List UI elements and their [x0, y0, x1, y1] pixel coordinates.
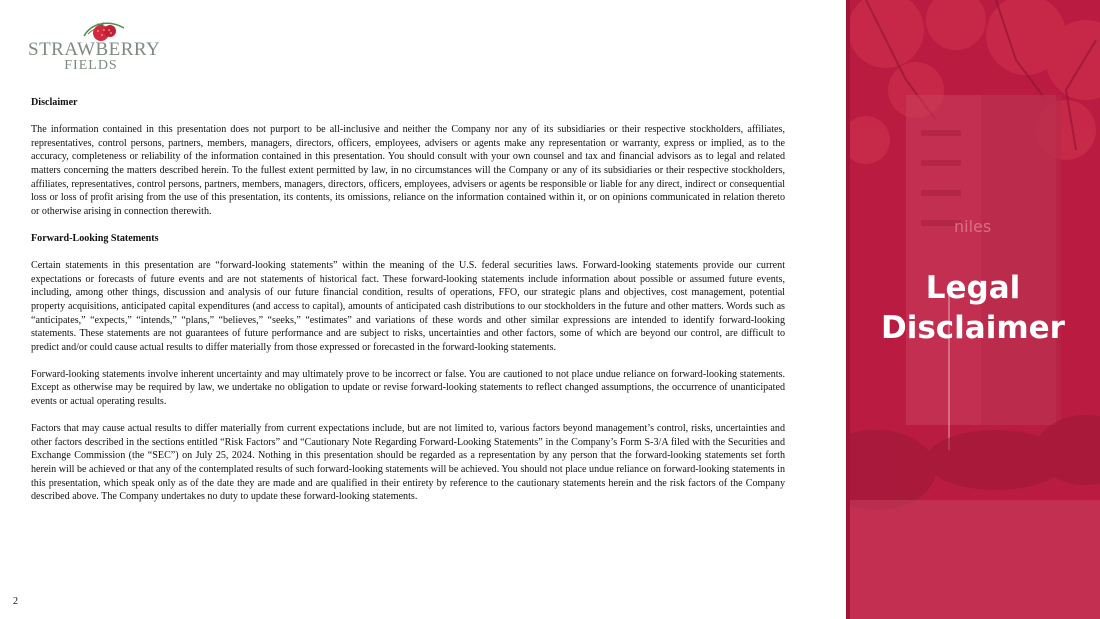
company-logo [28, 18, 161, 78]
svg-text:niles: niles [954, 217, 992, 236]
logo-wordmark-line1: STRAWBERRY [28, 39, 161, 60]
logo-wordmark-line2: FIELDS [64, 58, 118, 73]
disclaimer-content [31, 96, 785, 517]
slide-title-line1: Legal [925, 270, 1021, 306]
forward-looking-paragraph-1: Certain statements in this presentation are “forward-looking statements” within the meaning of the U.S. federal securities laws. Forward-looking statements provide our current expectations or forecasts of future events and are not statements of historical fact. These forward-looking statements include information about possible or assumed future events, including, among other things, discussion and analysis of our future financial condition, results of operations, FFO, our strategic plans and objectives, cost management, potential property acquisitions, anticipated capital expenditures (and access to capital), amounts of anticipated cash distributions to our stockholders in the future and other matters. Words such as “anticipates,” “expects,” “intends,” “plans,” “believes,” “seeks,” “estimates” and variations of these words and other similar expressions are intended to identify forward-looking statements. These statements are not guarantees of future performance and are subject to risks, uncertainties and other factors, some of which are beyond our control, are difficult to predict and/or could cause actual results to differ materially from those expressed or forecasted in the forward-looking statements. [31, 260, 785, 353]
forward-looking-paragraph-3: Factors that may cause actual results to differ materially from current expectations include, but are not limited to, various factors beyond management’s control, risks, uncertainties and other factors described in the sections entitled “Risk Factors” and “Cautionary Note Regarding Forward-Looking Statements” in the Company’s Form S-3/A filed with the Securities and Exchange Commission (the “SEC”) on July 25, 2024. Nothing in this presentation should be regarded as a representation by any person that the forward-looking statements set forth herein will be achieved or that any of the contemplated results of such forward-looking statements will be achieved. You should not place undue reliance on forward-looking statements in this presentation, which speak only as of the date they are made and are qualified in their entirety by reference to the cautionary statements herein and the risk factors of the Company described above. The Company undertakes no duty to update these forward-looking statements. [31, 423, 785, 503]
slide-title-line2: Disclaimer [881, 310, 1065, 346]
section-heading-forward-looking: Forward-Looking Statements [31, 232, 159, 244]
page-number: 2 [13, 596, 18, 607]
section-heading-disclaimer: Disclaimer [31, 97, 78, 108]
forward-looking-paragraph-2: Forward-looking statements involve inherent uncertainty and may ultimately prove to be incorrect or false. You are cautioned to not place undue reliance on forward-looking statements. Except as otherwise may be required by law, we undertake no obligation to update or revise forward-looking statements to reflect changed assumptions, the occurrence of unanticipated events or actual operating results. [31, 368, 785, 408]
slide-title [846, 268, 1100, 348]
disclaimer-paragraph: The information contained in this presentation does not purport to be all-inclusive and neither the Company nor any of its subsidiaries or their respective stockholders, affiliates, representatives, control persons, partners, members, managers, directors, officers, employees, advisers or agents make any representation or warranty, express or implied, as to the accuracy, completeness or reliability of the information contained in this presentation. You should consult with your own counsel and tax and financial advisors as to legal and related matters concerning the matters described herein. To the fullest extent permitted by law, in no circumstances will the Company or any of its subsidiaries or their respective stockholders, affiliates, representatives, control persons, partners, members, managers, directors, officers, employees, advisers or agents be responsible or liable for any direct, indirect or consequential loss or loss of profit arising from the use of this presentation, its contents, its omissions, reliance on the information contained within it, or on opinions communicated in relation thereto or otherwise arising in connection therewith. [31, 124, 785, 217]
